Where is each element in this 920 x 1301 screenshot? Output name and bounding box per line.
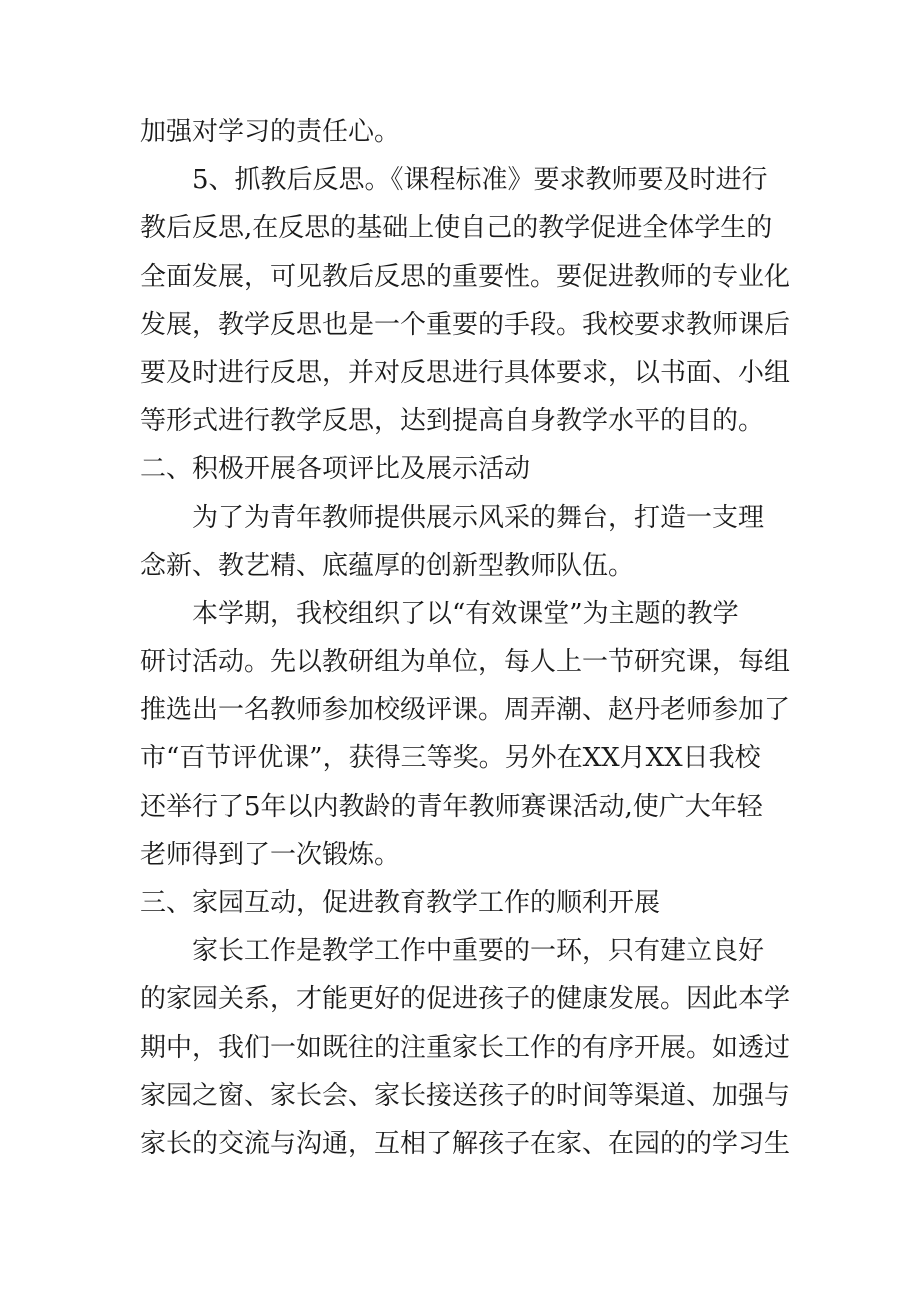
text-line: 要及时进行反思，并对反思进行具体要求，以书面、小组 [140,357,790,388]
document-body [140,108,790,1168]
text-line: 家长工作是教学工作中重要的一环，只有建立良好 [192,936,765,967]
section-heading: 三、家园互动，促进教育教学工作的顺利开展 [140,888,661,918]
text-line: 念新、教艺精、底蕴厚的创新型教师队伍。 [140,550,635,581]
text-line: 教后反思,在反思的基础上使自己的教学促进全体学生的 [140,213,773,244]
text-line: 本学期，我校组织了以“有效课堂”为主题的教学 [192,598,739,629]
text-line: 期中，我们一如既往的注重家长工作的有序开展。如透过 [140,1032,790,1063]
text-line: 加强对学习的责任心。 [140,117,401,147]
text-line: 5、抓教后反思。《课程标准》要求教师要及时进行 [192,165,768,196]
text-line: 家长的交流与沟通，互相了解孩子在家、在园的的学习生 [140,1128,790,1159]
section-heading: 二、积极开展各项评比及展示活动 [140,454,531,485]
text-line: 老师得到了一次锻炼。 [140,839,401,870]
text-line: 全面发展，可见教后反思的重要性。要促进教师的专业化 [140,261,790,292]
text-line: 研讨活动。先以教研组为单位，每人上一节研究课，每组 [140,647,790,678]
text-line: 推选出一名教师参加校级评课。周弄潮、赵丹老师参加了 [140,695,790,726]
text-line: 家园之窗、家长会、家长接送孩子的时间等渠道、加强与 [140,1080,790,1111]
text-line: 为了为青年教师提供展示风采的舞台，打造一支理 [192,502,765,533]
text-line: 市“百节评优课”，获得三等奖。另外在XX月XX日我校 [140,743,761,774]
text-line: 发展，教学反思也是一个重要的手段。我校要求教师课后 [140,309,790,340]
text-line: 等形式进行教学反思，达到提高自身教学水平的目的。 [140,406,765,437]
text-line: 还举行了5年以内教龄的青年教师赛课活动,使广大年轻 [140,791,763,822]
text-line: 的家园关系，才能更好的促进孩子的健康发展。因此本学 [140,984,790,1015]
